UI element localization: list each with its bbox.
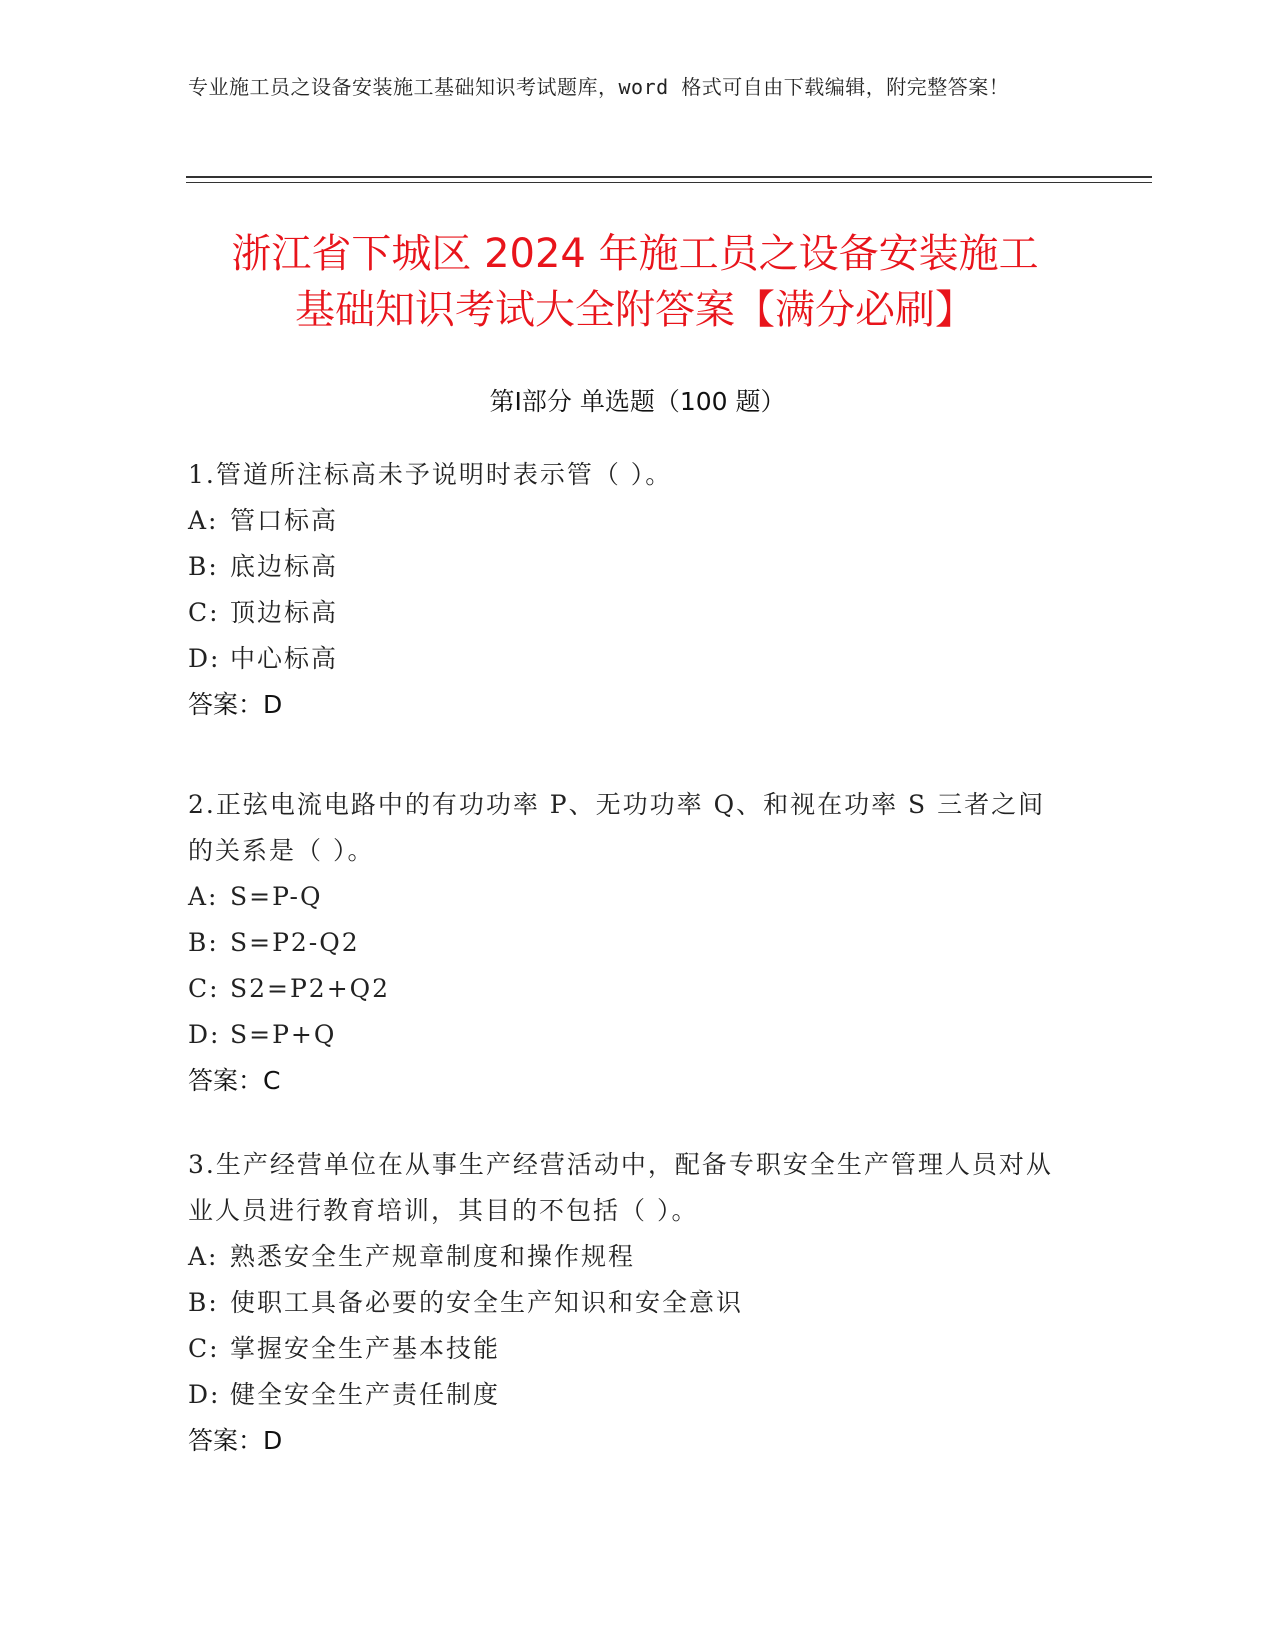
option-text: S2=P2+Q2 <box>230 974 391 1003</box>
question-stem: 2.正弦电流电路中的有功功率 P、无功功率 Q、和视在功率 S 三者之间的关系是（ ）。 <box>188 790 1046 865</box>
header-divider-thin <box>186 182 1152 183</box>
question-3 <box>188 1142 1068 1464</box>
question-2 <box>188 782 1068 1104</box>
document-title <box>140 226 1130 338</box>
option-key: B: <box>188 552 219 581</box>
document-title-line1: 浙江省下城区 2024 年施工员之设备安装施工 <box>231 231 1039 277</box>
option-key: C: <box>188 598 220 627</box>
question-stem: 1.管道所注标高未予说明时表示管（ ）。 <box>188 460 673 489</box>
option-text: S=P+Q <box>230 1020 337 1049</box>
question-option-b <box>188 1280 1068 1326</box>
question-option-a <box>188 498 1068 544</box>
option-key: D: <box>188 644 221 673</box>
question-stem: 3.生产经营单位在从事生产经营活动中，配备专职安全生产管理人员对从业人员进行教育培训，其目的不包括（ ）。 <box>188 1150 1053 1225</box>
question-option-a <box>188 1234 1068 1280</box>
option-text: 底边标高 <box>230 552 339 581</box>
option-text: 管口标高 <box>230 506 339 535</box>
question-option-b <box>188 920 1068 966</box>
question-option-d <box>188 1372 1068 1418</box>
option-key: A: <box>188 506 219 535</box>
option-key: B: <box>188 1288 219 1317</box>
option-key: D: <box>188 1020 221 1049</box>
option-text: 使职工具备必要的安全生产知识和安全意识 <box>230 1288 744 1317</box>
header-divider-thick <box>186 176 1152 178</box>
option-key: A: <box>188 882 219 911</box>
section-heading: 第Ⅰ部分 单选题（100 题） <box>489 387 786 416</box>
document-title-line2: 基础知识考试大全附答案【满分必刷】 <box>295 287 975 333</box>
question-option-d <box>188 1012 1068 1058</box>
option-text: 熟悉安全生产规章制度和操作规程 <box>230 1242 636 1271</box>
question-option-c <box>188 1326 1068 1372</box>
question-option-c <box>188 590 1068 636</box>
option-key: D: <box>188 1380 221 1409</box>
question-option-d <box>188 636 1068 682</box>
question-answer: 答案：D <box>188 690 283 719</box>
option-text: 顶边标高 <box>230 598 339 627</box>
option-text: S=P2-Q2 <box>230 928 360 957</box>
question-option-b <box>188 544 1068 590</box>
question-option-a <box>188 874 1068 920</box>
option-key: C: <box>188 1334 220 1363</box>
option-text: 中心标高 <box>230 644 339 673</box>
header-note: 专业施工员之设备安装施工基础知识考试题库，word 格式可自由下载编辑，附完整答案！ <box>188 75 1010 99</box>
option-text: 掌握安全生产基本技能 <box>230 1334 501 1363</box>
option-text: 健全安全生产责任制度 <box>230 1380 501 1409</box>
question-1 <box>188 452 1068 728</box>
option-key: A: <box>188 1242 219 1271</box>
option-key: C: <box>188 974 220 1003</box>
question-answer: 答案：D <box>188 1426 283 1455</box>
option-text: S=P-Q <box>230 882 323 911</box>
option-key: B: <box>188 928 219 957</box>
question-answer: 答案：C <box>188 1066 281 1095</box>
question-option-c <box>188 966 1068 1012</box>
